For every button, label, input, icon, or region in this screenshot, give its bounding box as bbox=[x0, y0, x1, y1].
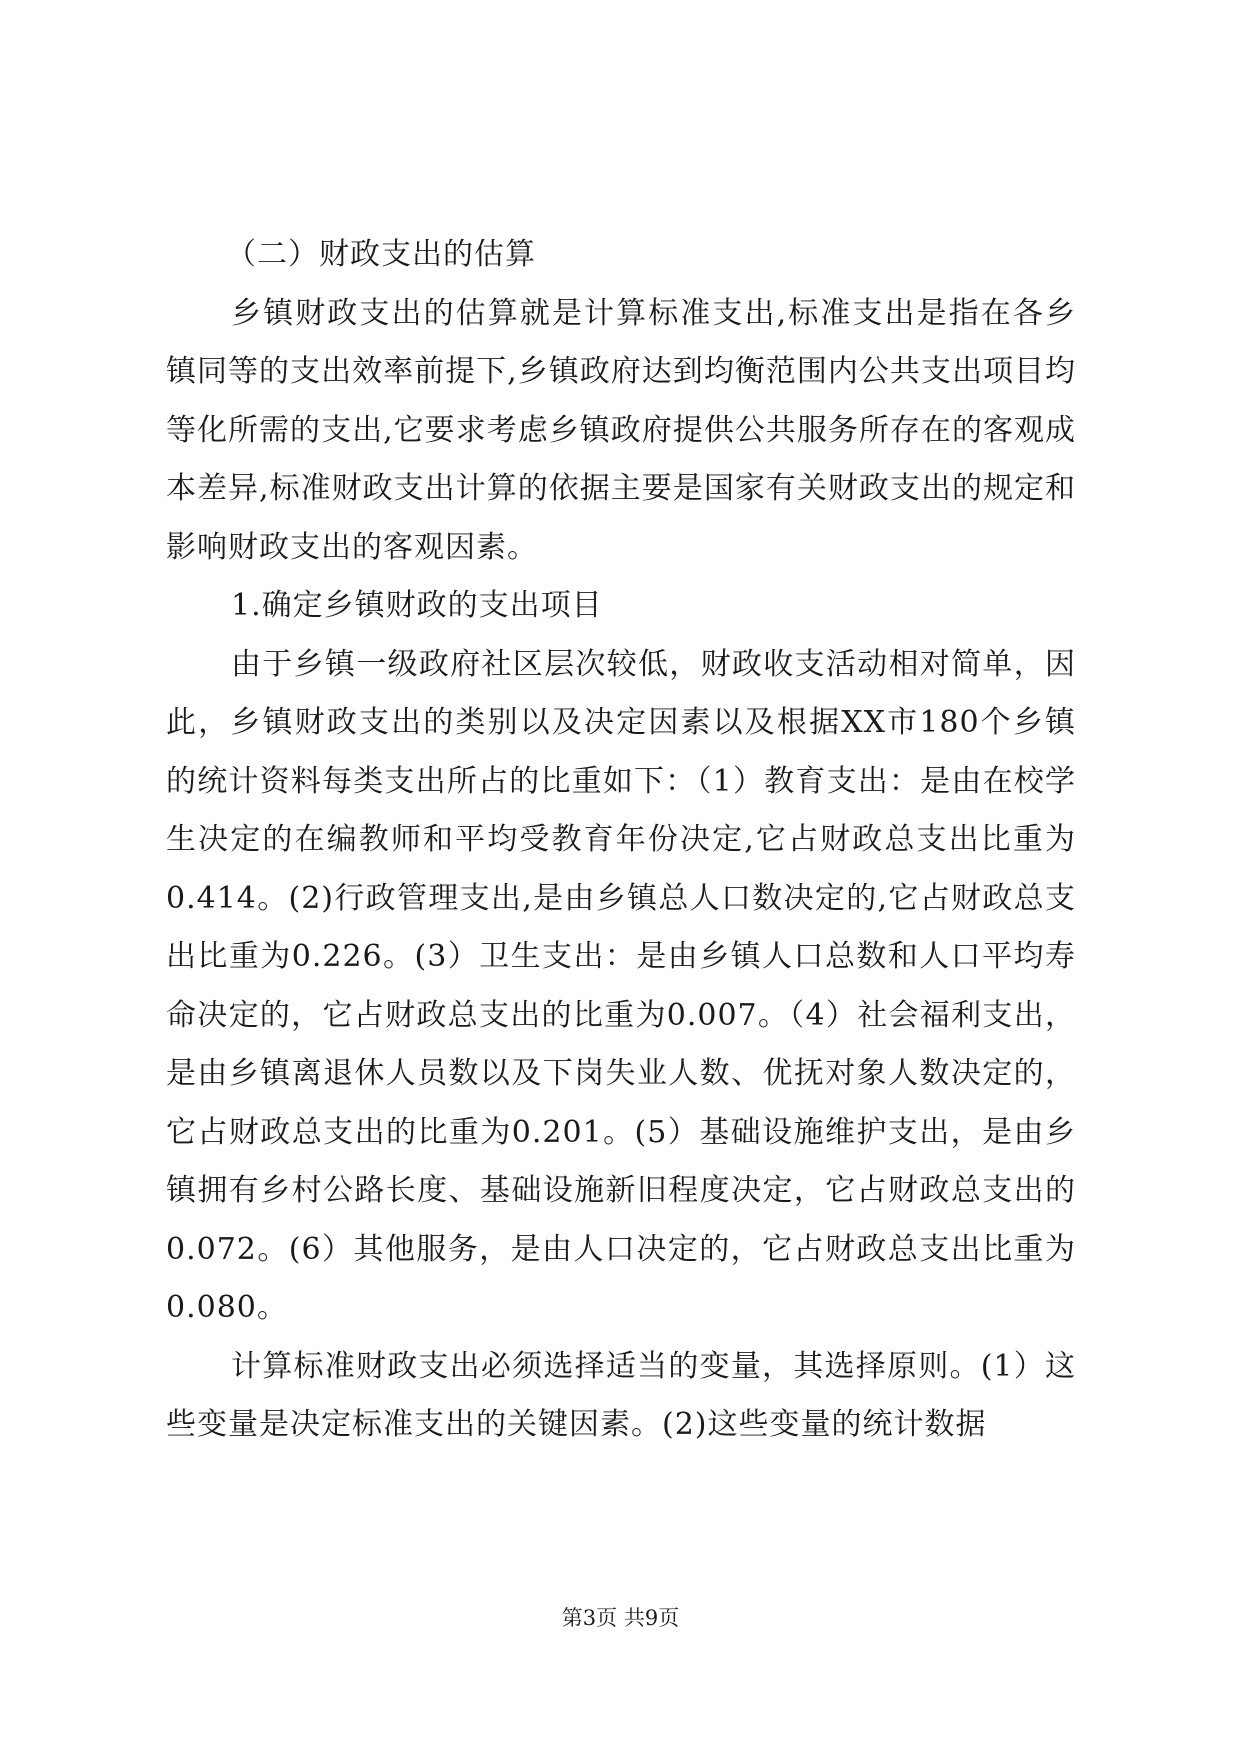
subheading-expenditure-items: 1.确定乡镇财政的支出项目 bbox=[231, 588, 603, 623]
paragraph-standard-expenditure: 乡镇财政支出的估算就是计算标准支出,标准支出是指在各乡镇同等的支出效率前提下,乡镇政府达到均衡范围内公共支出项目均等化所需的支出,它要求考虑乡镇政府提供公共服务所存在的客观成本差异,标准财政支出计算的依据主要是国家有关财政支出的规定和影响财政支出的客观因素。 bbox=[166, 295, 1076, 565]
document-page bbox=[166, 226, 1076, 1455]
paragraph-expenditure-categories: 由于乡镇一级政府社区层次较低，财政收支活动相对简单，因此，乡镇财政支出的类别以及决定因素以及根据XX市180个乡镇的统计资料每类支出所占的比重如下：（1）教育支出：是由在校学生决定的在编教师和平均受教育年份决定,它占财政总支出比重为0.414。(2)行政管理支出,是由乡镇总人口数决定的,它占财政总支出比重为0.226。(3）卫生支出：是由乡镇人口总数和人口平均寿命决定的，它占财政总支出的比重为0.007。（4）社会福利支出，是由乡镇离退休人员数以及下岗失业人数、优抚对象人数决定的，它占财政总支出的比重为0.201。(5）基础设施维护支出，是由乡镇拥有乡村公路长度、基础设施新旧程度决定，它占财政总支出的0.072。(6）其他服务，是由人口决定的，它占财政总支出比重为0.080。 bbox=[166, 646, 1076, 1325]
section-heading: （二）财政支出的估算 bbox=[226, 237, 536, 272]
page-number-footer: 第3页 共9页 bbox=[561, 1606, 680, 1630]
paragraph-variable-selection: 计算标准财政支出必须选择适当的变量，其选择原则。(1）这些变量是决定标准支出的关键因素。(2)这些变量的统计数据 bbox=[166, 1348, 1076, 1442]
